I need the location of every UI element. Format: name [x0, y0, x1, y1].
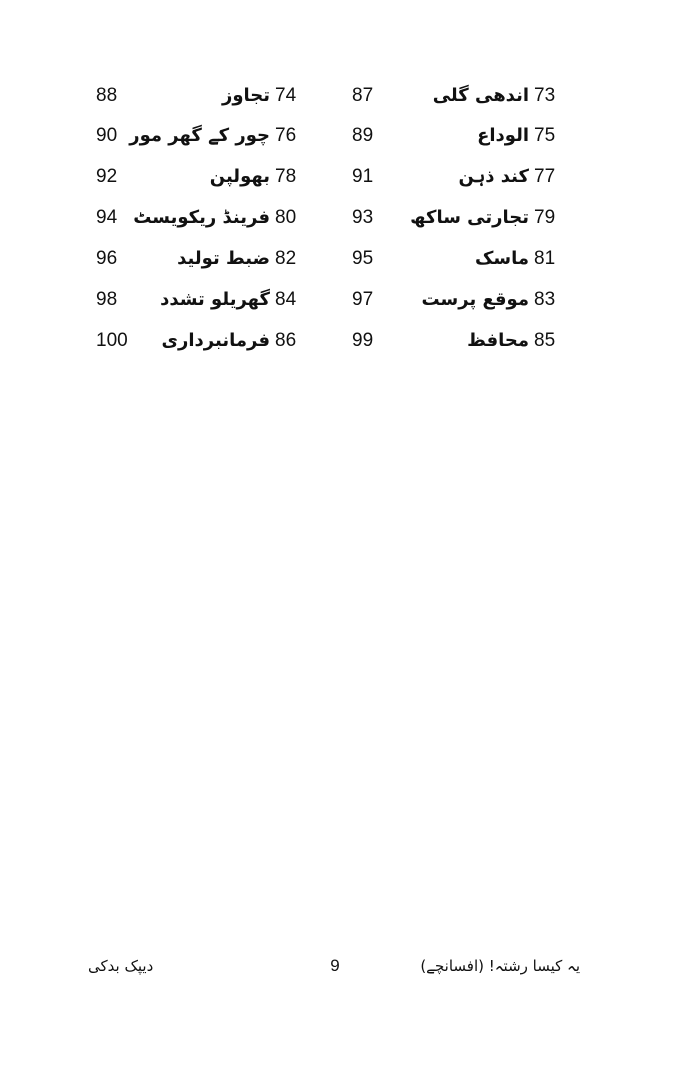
entry-title[interactable]: گھریلو تشدد: [160, 289, 270, 310]
footer-book-title: یہ کیسا رشتہ! (افسانچے): [420, 957, 580, 975]
entry-title[interactable]: کند ذہن: [458, 166, 529, 187]
entry-number: 80: [275, 207, 297, 228]
entry-page: 87: [352, 85, 374, 106]
entry-page: 91: [352, 166, 374, 187]
entry-page: 98: [96, 289, 118, 310]
entry-title[interactable]: اندھی گلی: [432, 85, 529, 106]
toc-row: [0, 118, 695, 154]
toc-row: [0, 200, 695, 236]
entry-title[interactable]: ضبط تولید: [177, 248, 270, 269]
entry-number: 81: [534, 248, 556, 269]
entry-page: 92: [96, 166, 118, 187]
entry-page: 93: [352, 207, 374, 228]
entry-title[interactable]: موقع پرست: [421, 289, 529, 310]
entry-title[interactable]: چور کے گھر مور: [129, 125, 270, 146]
entry-title[interactable]: تجارتی ساکھ: [410, 207, 529, 228]
entry-page: 89: [352, 125, 374, 146]
entry-title[interactable]: بھولپن: [209, 166, 270, 187]
toc-row: [0, 159, 695, 195]
entry-page: 90: [96, 125, 118, 146]
entry-title[interactable]: الوداع: [477, 125, 529, 146]
entry-title[interactable]: ماسک: [474, 248, 529, 269]
page-footer: [0, 948, 695, 984]
entry-number: 83: [534, 289, 556, 310]
entry-page: 100: [96, 330, 128, 351]
entry-title[interactable]: فرمانبرداری: [161, 330, 270, 351]
entry-title[interactable]: محافظ: [467, 330, 529, 351]
entry-number: 84: [275, 289, 297, 310]
entry-page: 94: [96, 207, 118, 228]
footer-page-number: 9: [330, 956, 340, 975]
footer-author: دیپک بدکی: [88, 957, 154, 975]
entry-number: 78: [275, 166, 297, 187]
toc-row: [0, 282, 695, 318]
entry-number: 79: [534, 207, 556, 228]
entry-page: 88: [96, 85, 118, 106]
entry-number: 74: [275, 85, 297, 106]
entry-number: 85: [534, 330, 556, 351]
entry-number: 73: [534, 85, 556, 106]
entry-number: 82: [275, 248, 297, 269]
entry-number: 77: [534, 166, 556, 187]
entry-title[interactable]: فرینڈ ریکویسٹ: [133, 207, 270, 228]
table-of-contents: [0, 0, 695, 380]
toc-row: [0, 78, 695, 114]
entry-page: 99: [352, 330, 374, 351]
entry-number: 86: [275, 330, 297, 351]
entry-page: 97: [352, 289, 374, 310]
entry-title[interactable]: تجاوز: [221, 85, 270, 106]
entry-number: 75: [534, 125, 556, 146]
toc-row: [0, 241, 695, 277]
entry-page: 95: [352, 248, 374, 269]
entry-number: 76: [275, 125, 297, 146]
toc-row: [0, 323, 695, 359]
entry-page: 96: [96, 248, 118, 269]
